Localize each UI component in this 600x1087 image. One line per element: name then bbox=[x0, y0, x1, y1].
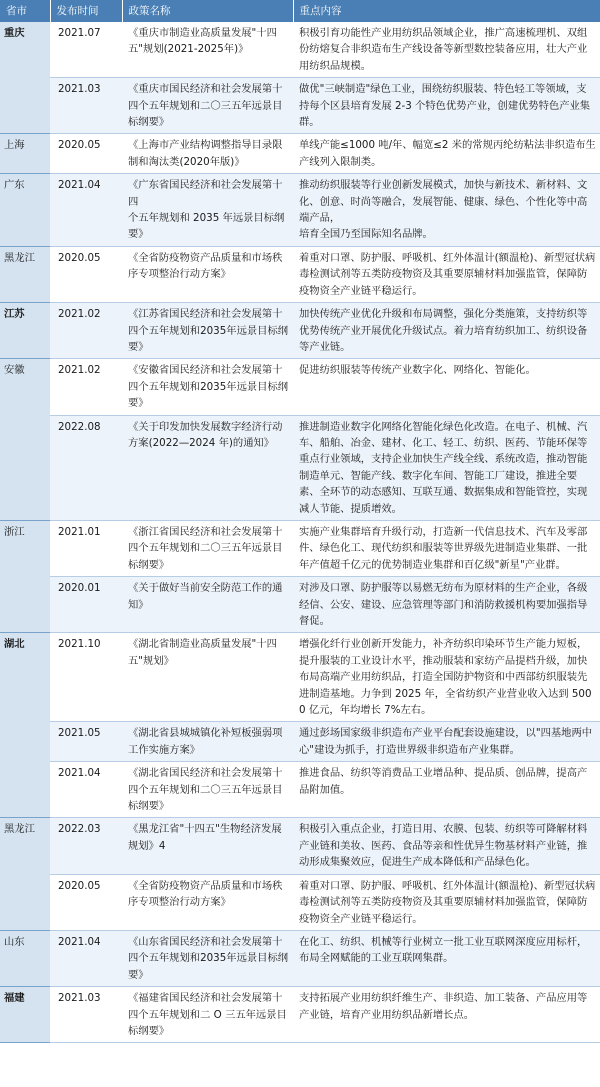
policy-name-cell: 《湖北省国民经济和社会发展第十四个五年规划和二〇三五年远景目标纲要》 bbox=[122, 762, 293, 818]
key-content-cell: 通过彭场国家级非织造布产业平台配套设施建设，以"四基地两中心"建设为抓手，打造世界级非织造布产业集群。 bbox=[293, 722, 600, 762]
key-content-cell: 着重对口罩、防护服、呼吸机、红外体温计(额温枪)、新型冠状病毒检测试剂等五类防疫物资及其重要原辅材料加强监管，保障防疫物资全产业链平稳运行。 bbox=[293, 246, 600, 302]
policy-name-cell: 《黑龙江省"十四五"生物经济发展规划》4 bbox=[122, 818, 293, 874]
date-cell: 2021.01 bbox=[50, 520, 122, 576]
key-content-cell: 积极引育功能性产业用纺织品领域企业，推广高速梳理机、双组份纺熔复合非织造布生产线设备等新型数控装备应用，壮大产业用纺织品规模。 bbox=[293, 22, 600, 78]
date-cell: 2021.03 bbox=[50, 78, 122, 134]
key-content-cell: 着重对口罩、防护服、呼吸机、红外体温计(额温枪)、新型冠状病毒检测试剂等五类防疫物资及其重要原辅材料加强监管，保障防疫物资全产业链平稳运行。 bbox=[293, 874, 600, 930]
table-row bbox=[0, 930, 600, 986]
policy-name-cell: 《浙江省国民经济和社会发展第十四个五年规划和二〇三五年远景目标纲要》 bbox=[122, 520, 293, 576]
table-row bbox=[0, 633, 600, 722]
policy-name-cell: 《安徽省国民经济和社会发展第十四个五年规划和2035年远景目标纲要》 bbox=[122, 359, 293, 415]
table-body bbox=[0, 22, 600, 1043]
table-row bbox=[0, 246, 600, 302]
date-cell: 2020.05 bbox=[50, 874, 122, 930]
key-content-cell: 实施产业集群培育升级行动，打造新一代信息技术、汽车及零部件、绿色化工、现代纺织和服装等世界级先进制造业集群、一批年产值超千亿元的优势制造业集群和百亿级"新星"产业群。 bbox=[293, 520, 600, 576]
date-cell: 2020.01 bbox=[50, 577, 122, 633]
table-row bbox=[0, 134, 600, 174]
key-content-cell: 推进食品、纺织等消费品工业增品种、提品质、创品牌，提高产品附加值。 bbox=[293, 762, 600, 818]
table-row bbox=[0, 415, 600, 520]
policy-name-cell: 《全省防疫物资产品质量和市场秩序专项整治行动方案》 bbox=[122, 246, 293, 302]
policy-name-cell: 《重庆市制造业高质量发展"十四五"规划(2021-2025年)》 bbox=[122, 22, 293, 78]
date-cell: 2021.02 bbox=[50, 303, 122, 359]
key-content-cell: 单线产能≤1000 吨/年、幅宽≤2 米的常规丙纶纺粘法非织造布生产线列入限制类。 bbox=[293, 134, 600, 174]
province-cell: 江苏 bbox=[0, 303, 50, 359]
date-cell: 2021.07 bbox=[50, 22, 122, 78]
key-content-cell: 增强化纤行业创新开发能力，补齐纺织印染环节生产能力短板，提升服装的工业设计水平，推动服装和家纺产品提档升级，加快布局高端产业用纺织品，打造全国防护物资和中西部纺织服装先进制造基地。力争到 2025 年，全省纺织产业营业收入达到 5000 亿元，年均增长 7%左右。 bbox=[293, 633, 600, 722]
key-content-cell: 支持拓展产业用纺织纤维生产、非织造、加工装备、产品应用等产业链，培育产业用纺织品新增长点。 bbox=[293, 987, 600, 1043]
date-cell: 2021.10 bbox=[50, 633, 122, 722]
key-content-cell: 推动纺织服装等行业创新发展模式，加快与新技术、新材料、文化、创意、时尚等融合，发展智能、健康、绿色、个性化等中高端产品， 培育全国乃至国际知名品牌。 bbox=[293, 174, 600, 247]
province-cell: 上海 bbox=[0, 134, 50, 174]
policy-name-cell: 《江苏省国民经济和社会发展第十四个五年规划和2035年远景目标纲要》 bbox=[122, 303, 293, 359]
header-policy-name: 政策名称 bbox=[122, 0, 293, 22]
date-cell: 2021.04 bbox=[50, 174, 122, 247]
province-cell: 福建 bbox=[0, 987, 50, 1043]
key-content-cell: 积极引入重点企业，打造日用、农膜、包装、纺织等可降解材料产业链和美妆、医药、食品等亲和性优异生物基材料产业链，推动形成集聚效应，促进生产成本降低和产品绿色化。 bbox=[293, 818, 600, 874]
date-cell: 2021.04 bbox=[50, 762, 122, 818]
policy-name-cell: 《广东省国民经济和社会发展第十四 个五年规划和 2035 年远景目标纲要》 bbox=[122, 174, 293, 247]
province-cell: 山东 bbox=[0, 930, 50, 986]
table-row bbox=[0, 520, 600, 576]
province-cell: 重庆 bbox=[0, 22, 50, 134]
key-content-cell: 促进纺织服装等传统产业数字化、网络化、智能化。 bbox=[293, 359, 600, 415]
province-cell: 黑龙江 bbox=[0, 246, 50, 302]
table-row bbox=[0, 22, 600, 78]
header-key-content: 重点内容 bbox=[293, 0, 600, 22]
policy-name-cell: 《关于印发加快发展数字经济行动方案(2022—2024 年)的通知》 bbox=[122, 415, 293, 520]
policy-name-cell: 《全省防疫物资产品质量和市场秩序专项整治行动方案》 bbox=[122, 874, 293, 930]
table-row bbox=[0, 577, 600, 633]
key-content-cell: 加快传统产业优化升级和布局调整，强化分类施策，支持纺织等优势传统产业开展优化升级试点。着力培育纺织加工、纺织设备等产业链。 bbox=[293, 303, 600, 359]
table-row bbox=[0, 818, 600, 874]
table-row bbox=[0, 987, 600, 1043]
key-content-cell: 推进制造业数字化网络化智能化绿色化改造。在电子、机械、汽车、船舶、冶金、建材、化工、轻工、纺织、医药、节能环保等重点行业领域，支持企业加快生产线全线、系统改造，推动智能制造单元、智能产线、数字化车间、智能工厂建设，推进全要素、全环节的动态感知、互联互通、数据集成和智能管控，实现减人节能、提质增效。 bbox=[293, 415, 600, 520]
key-content-cell: 对涉及口罩、防护服等以易燃无纺布为原材料的生产企业，各级经信、公安、建设、应急管理等部门和消防救援机构要加强指导督促。 bbox=[293, 577, 600, 633]
policy-name-cell: 《关于做好当前安全防范工作的通知》 bbox=[122, 577, 293, 633]
date-cell: 2022.08 bbox=[50, 415, 122, 520]
date-cell: 2022.03 bbox=[50, 818, 122, 874]
date-cell: 2021.05 bbox=[50, 722, 122, 762]
date-cell: 2020.05 bbox=[50, 134, 122, 174]
header-province: 省市 bbox=[0, 0, 50, 22]
date-cell: 2021.04 bbox=[50, 930, 122, 986]
table-row bbox=[0, 303, 600, 359]
date-cell: 2020.05 bbox=[50, 246, 122, 302]
province-cell: 浙江 bbox=[0, 520, 50, 632]
header-date: 发布时间 bbox=[50, 0, 122, 22]
province-cell: 湖北 bbox=[0, 633, 50, 818]
province-cell: 广东 bbox=[0, 174, 50, 247]
province-cell: 黑龙江 bbox=[0, 818, 50, 930]
table-header-row bbox=[0, 0, 600, 22]
key-content-cell: 做优"三峡制造"绿色工业，围绕纺织服装、特色轻工等领域，支持每个区县培育发展 2-3 个特色优势产业，创建优势特色产业集群。 bbox=[293, 78, 600, 134]
province-cell: 安徽 bbox=[0, 359, 50, 521]
policy-name-cell: 《重庆市国民经济和社会发展第十四个五年规划和二〇三五年远景目标纲要》 bbox=[122, 78, 293, 134]
table-row bbox=[0, 722, 600, 762]
policy-name-cell: 《上海市产业结构调整指导目录限制和淘汰类(2020年版)》 bbox=[122, 134, 293, 174]
policy-name-cell: 《湖北省制造业高质量发展"十四五"规划》 bbox=[122, 633, 293, 722]
key-content-cell: 在化工、纺织、机械等行业树立一批工业互联网深度应用标杆，布局全网赋能的工业互联网集群。 bbox=[293, 930, 600, 986]
policy-name-cell: 《湖北省县城城镇化补短板强弱项工作实施方案》 bbox=[122, 722, 293, 762]
table-row bbox=[0, 78, 600, 134]
date-cell: 2021.03 bbox=[50, 987, 122, 1043]
date-cell: 2021.02 bbox=[50, 359, 122, 415]
table-row bbox=[0, 174, 600, 247]
policy-name-cell: 《福建省国民经济和社会发展第十四个五年规划和二 O 三五年远景目标纲要》 bbox=[122, 987, 293, 1043]
table-row bbox=[0, 762, 600, 818]
policy-name-cell: 《山东省国民经济和社会发展第十四个五年规划和2035年远景目标纲要》 bbox=[122, 930, 293, 986]
table-row bbox=[0, 874, 600, 930]
table-row bbox=[0, 359, 600, 415]
